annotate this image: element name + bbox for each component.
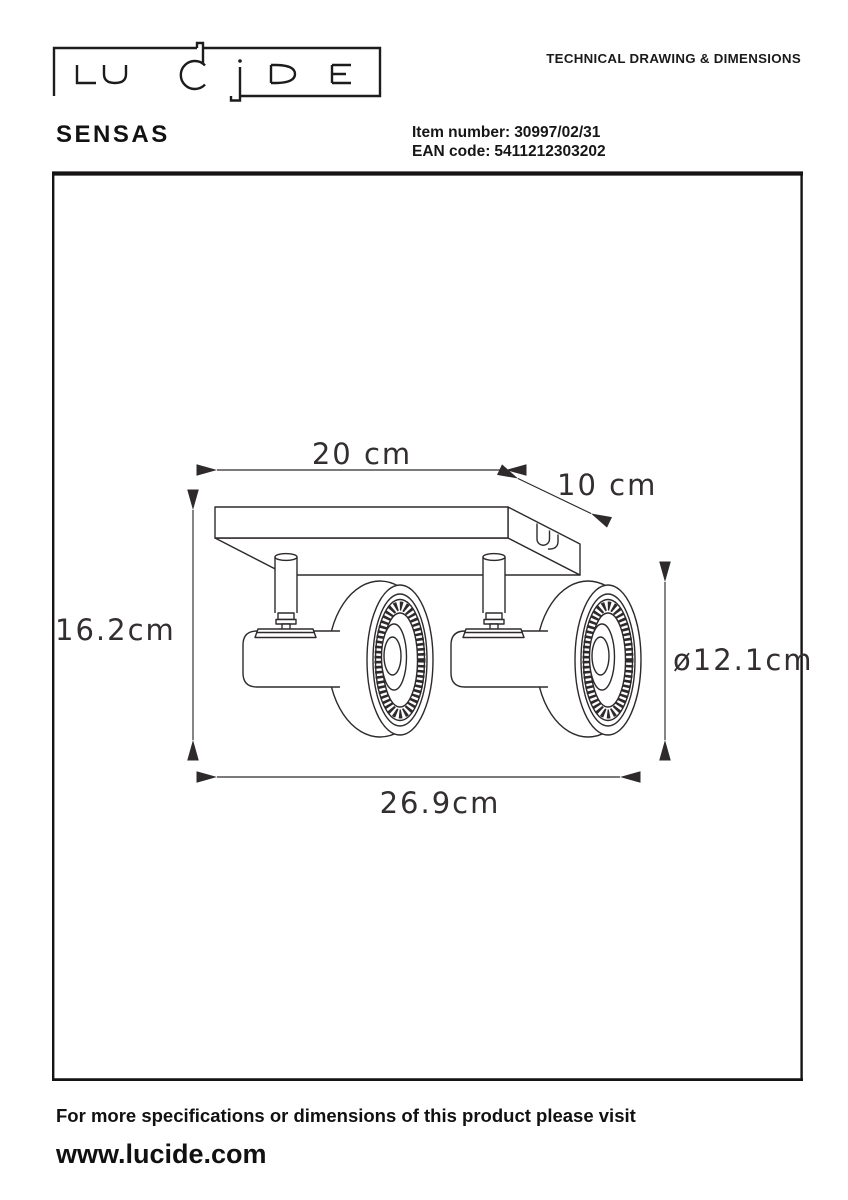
ceiling-plate — [215, 507, 580, 575]
dimension-label-height: 16.2cm — [55, 613, 176, 647]
dimension-label-depth: 10 cm — [557, 468, 658, 502]
dimension-width-total — [217, 777, 620, 820]
dimension-width-top — [217, 437, 506, 471]
dimension-diameter — [665, 582, 814, 740]
plate-front-face — [215, 507, 508, 538]
dimension-depth — [518, 468, 657, 514]
dimension-height — [55, 510, 193, 740]
item-number-label: Item number: — [412, 124, 511, 141]
item-number-line — [412, 124, 601, 141]
logo-box-right — [203, 48, 380, 96]
dimension-label-diameter: ø12.1cm — [673, 643, 814, 677]
footer-note: For more specifications or dimensions of this product please visit — [56, 1105, 636, 1126]
spotlight-left — [243, 554, 433, 737]
logo-letters — [77, 59, 351, 89]
product-name: SENSAS — [56, 121, 170, 148]
lucide-logo — [54, 43, 380, 101]
ean-line — [412, 143, 606, 160]
dimension-label-width-total: 26.9cm — [379, 786, 501, 820]
sheet-title: TECHNICAL DRAWING & DIMENSIONS — [546, 51, 801, 66]
item-number-value: 30997/02/31 — [514, 124, 601, 141]
footer-website: www.lucide.com — [56, 1139, 267, 1169]
ean-value: 5411212303202 — [494, 143, 606, 160]
ean-label: EAN code: — [412, 143, 491, 160]
dimension-label-width-top: 20 cm — [311, 437, 413, 471]
spotlight-right — [451, 554, 641, 737]
logo-i-stem — [231, 67, 240, 101]
